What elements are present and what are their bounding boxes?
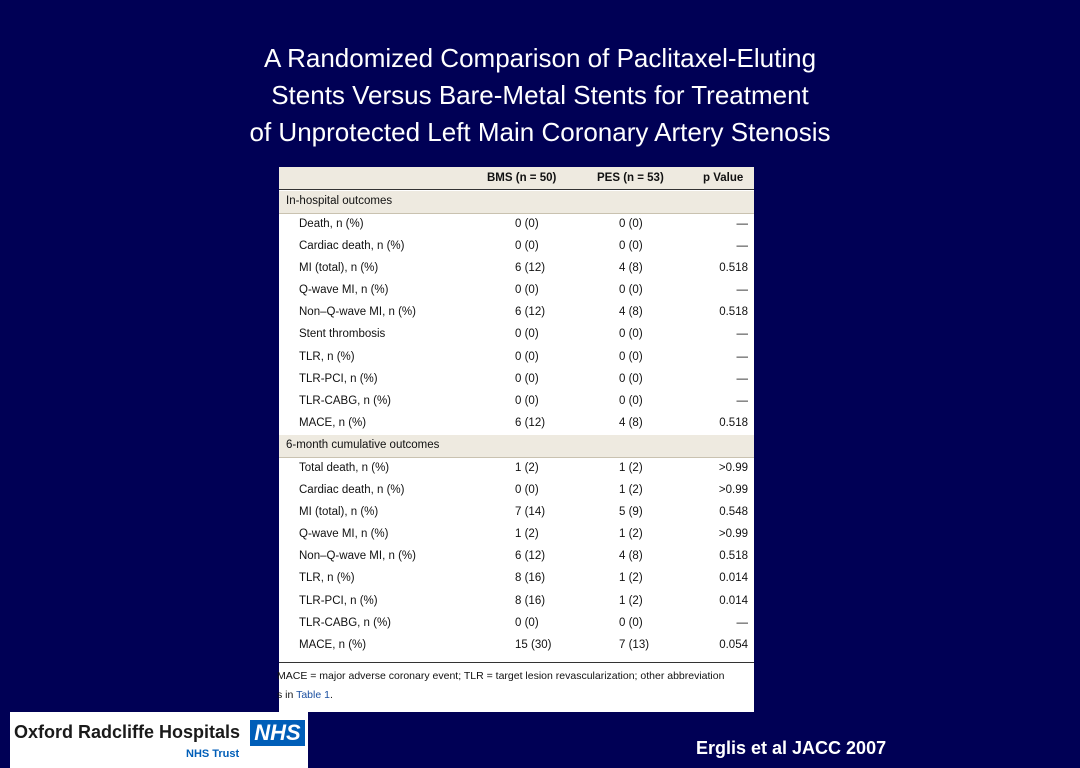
row-bms-value: 1 (2)	[515, 462, 539, 474]
row-label: MI (total), n (%)	[299, 506, 379, 519]
row-label: TLR, n (%)	[299, 572, 355, 585]
row-p-value: >0.99	[718, 484, 748, 497]
row-p-value: 0.518	[719, 416, 748, 429]
logo-name: Oxford Radcliffe Hospitals	[14, 722, 241, 742]
row-p-value: 0.014	[719, 594, 748, 607]
row-label: Q-wave MI, n (%)	[299, 528, 389, 541]
row-bms-value: 6 (12)	[515, 306, 546, 319]
table-row	[279, 280, 754, 302]
row-p-value: —	[736, 394, 748, 407]
row-pes-value: 5 (9)	[619, 506, 643, 519]
table-row	[279, 568, 754, 590]
row-label: MI (total), n (%)	[299, 262, 379, 275]
row-label: TLR-PCI, n (%)	[299, 594, 378, 607]
row-bms-value: 0 (0)	[515, 328, 539, 341]
in-hospital-rows	[279, 214, 754, 435]
table-row	[279, 324, 754, 346]
footnote-suffix: .	[329, 689, 333, 701]
section-6-month	[279, 435, 754, 458]
title-line-1: A Randomized Comparison of Paclitaxel-Eluting	[263, 43, 817, 73]
row-pes-value: 4 (8)	[619, 306, 643, 319]
header-bms: BMS (n = 50)	[487, 172, 557, 184]
row-pes-value: 1 (2)	[619, 572, 643, 585]
table-row	[279, 524, 754, 546]
row-p-value: —	[736, 350, 748, 363]
row-label: Non–Q-wave MI, n (%)	[299, 306, 416, 319]
section-in-hospital	[279, 191, 754, 214]
row-label: Cardiac death, n (%)	[299, 240, 405, 253]
table-row	[279, 591, 754, 613]
row-pes-value: 4 (8)	[619, 262, 643, 275]
row-pes-value: 7 (13)	[619, 638, 650, 651]
table-row	[279, 480, 754, 502]
row-bms-value: 6 (12)	[515, 550, 546, 563]
row-label: TLR-PCI, n (%)	[299, 372, 378, 385]
row-p-value: —	[736, 240, 748, 253]
section-title: 6-month cumulative outcomes	[286, 439, 440, 451]
row-bms-value: 8 (16)	[515, 572, 546, 585]
row-label: Q-wave MI, n (%)	[299, 284, 389, 297]
row-p-value: 0.518	[719, 306, 748, 319]
table-row	[279, 347, 754, 369]
nhs-badge: NHS	[250, 720, 305, 746]
row-pes-value: 1 (2)	[619, 594, 643, 607]
slide-title	[0, 40, 1080, 151]
row-bms-value: 0 (0)	[515, 284, 539, 297]
table-row	[279, 413, 754, 435]
row-pes-value: 0 (0)	[619, 372, 643, 385]
row-bms-value: 0 (0)	[515, 616, 539, 629]
title-line-3: of Unprotected Left Main Coronary Artery Stenosis	[249, 117, 831, 147]
row-p-value: >0.99	[718, 462, 748, 474]
row-p-value: 0.548	[719, 506, 748, 519]
row-pes-value: 1 (2)	[619, 528, 643, 541]
row-p-value: >0.99	[718, 528, 748, 541]
citation: Erglis et al JACC 2007	[696, 738, 887, 758]
row-label: Total death, n (%)	[299, 462, 390, 474]
table-row	[279, 302, 754, 324]
six-month-rows	[279, 458, 754, 657]
table-row	[279, 546, 754, 568]
row-label: TLR-CABG, n (%)	[299, 616, 392, 629]
table-row	[279, 635, 754, 657]
row-pes-value: 0 (0)	[619, 394, 643, 407]
row-bms-value: 8 (16)	[515, 594, 546, 607]
footnote-prefix: s in	[277, 689, 297, 701]
row-pes-value: 4 (8)	[619, 416, 643, 429]
row-bms-value: 0 (0)	[515, 240, 539, 253]
footnote-line-1: MACE = major adverse coronary event; TLR = target lesion revascularization; other abbreviation	[277, 670, 725, 682]
title-line-2: Stents Versus Bare-Metal Stents for Treatment	[271, 80, 809, 110]
row-pes-value: 0 (0)	[619, 328, 643, 341]
table-1-link[interactable]: Table 1	[296, 689, 330, 701]
table-row	[279, 458, 754, 480]
row-pes-value: 0 (0)	[619, 616, 643, 629]
table-row	[279, 258, 754, 280]
row-bms-value: 6 (12)	[515, 416, 546, 429]
row-pes-value: 0 (0)	[619, 284, 643, 297]
row-bms-value: 0 (0)	[515, 372, 539, 385]
table-row	[279, 502, 754, 524]
row-p-value: —	[736, 372, 748, 385]
row-label: TLR-CABG, n (%)	[299, 394, 392, 407]
row-label: MACE, n (%)	[299, 416, 367, 429]
row-label: MACE, n (%)	[299, 638, 367, 651]
row-bms-value: 6 (12)	[515, 262, 546, 275]
row-bms-value: 1 (2)	[515, 528, 539, 541]
row-p-value: —	[736, 328, 748, 341]
row-pes-value: 4 (8)	[619, 550, 643, 563]
table-footnote	[279, 662, 754, 713]
oxford-radcliffe-logo	[10, 712, 308, 768]
table-row	[279, 369, 754, 391]
row-label: Non–Q-wave MI, n (%)	[299, 550, 416, 563]
row-label: TLR, n (%)	[299, 350, 355, 363]
row-p-value: —	[736, 218, 748, 230]
table-row	[279, 391, 754, 413]
row-p-value: —	[736, 284, 748, 297]
logo-trust: NHS Trust	[186, 748, 240, 760]
row-bms-value: 0 (0)	[515, 484, 539, 497]
table-row	[279, 214, 754, 236]
row-pes-value: 0 (0)	[619, 218, 643, 230]
table-row	[279, 236, 754, 258]
row-bms-value: 15 (30)	[515, 638, 552, 651]
row-label: Stent thrombosis	[299, 328, 386, 341]
table-row	[279, 613, 754, 635]
row-pes-value: 0 (0)	[619, 240, 643, 253]
row-p-value: 0.014	[719, 572, 748, 585]
row-bms-value: 0 (0)	[515, 350, 539, 363]
row-bms-value: 0 (0)	[515, 218, 539, 230]
row-bms-value: 7 (14)	[515, 506, 546, 519]
row-p-value: —	[736, 616, 748, 629]
row-label: Cardiac death, n (%)	[299, 484, 405, 497]
row-bms-value: 0 (0)	[515, 394, 539, 407]
row-pes-value: 1 (2)	[619, 462, 643, 474]
row-p-value: 0.518	[719, 262, 748, 275]
outcomes-table	[279, 167, 754, 712]
row-pes-value: 0 (0)	[619, 350, 643, 363]
table-header	[279, 167, 754, 190]
row-p-value: 0.054	[719, 638, 748, 651]
row-pes-value: 1 (2)	[619, 484, 643, 497]
row-p-value: 0.518	[719, 550, 748, 563]
footnote-line-2	[277, 685, 333, 705]
row-label: Death, n (%)	[299, 218, 364, 230]
section-title: In-hospital outcomes	[286, 195, 393, 207]
header-p-value: p Value	[703, 172, 744, 184]
header-pes: PES (n = 53)	[597, 172, 664, 184]
